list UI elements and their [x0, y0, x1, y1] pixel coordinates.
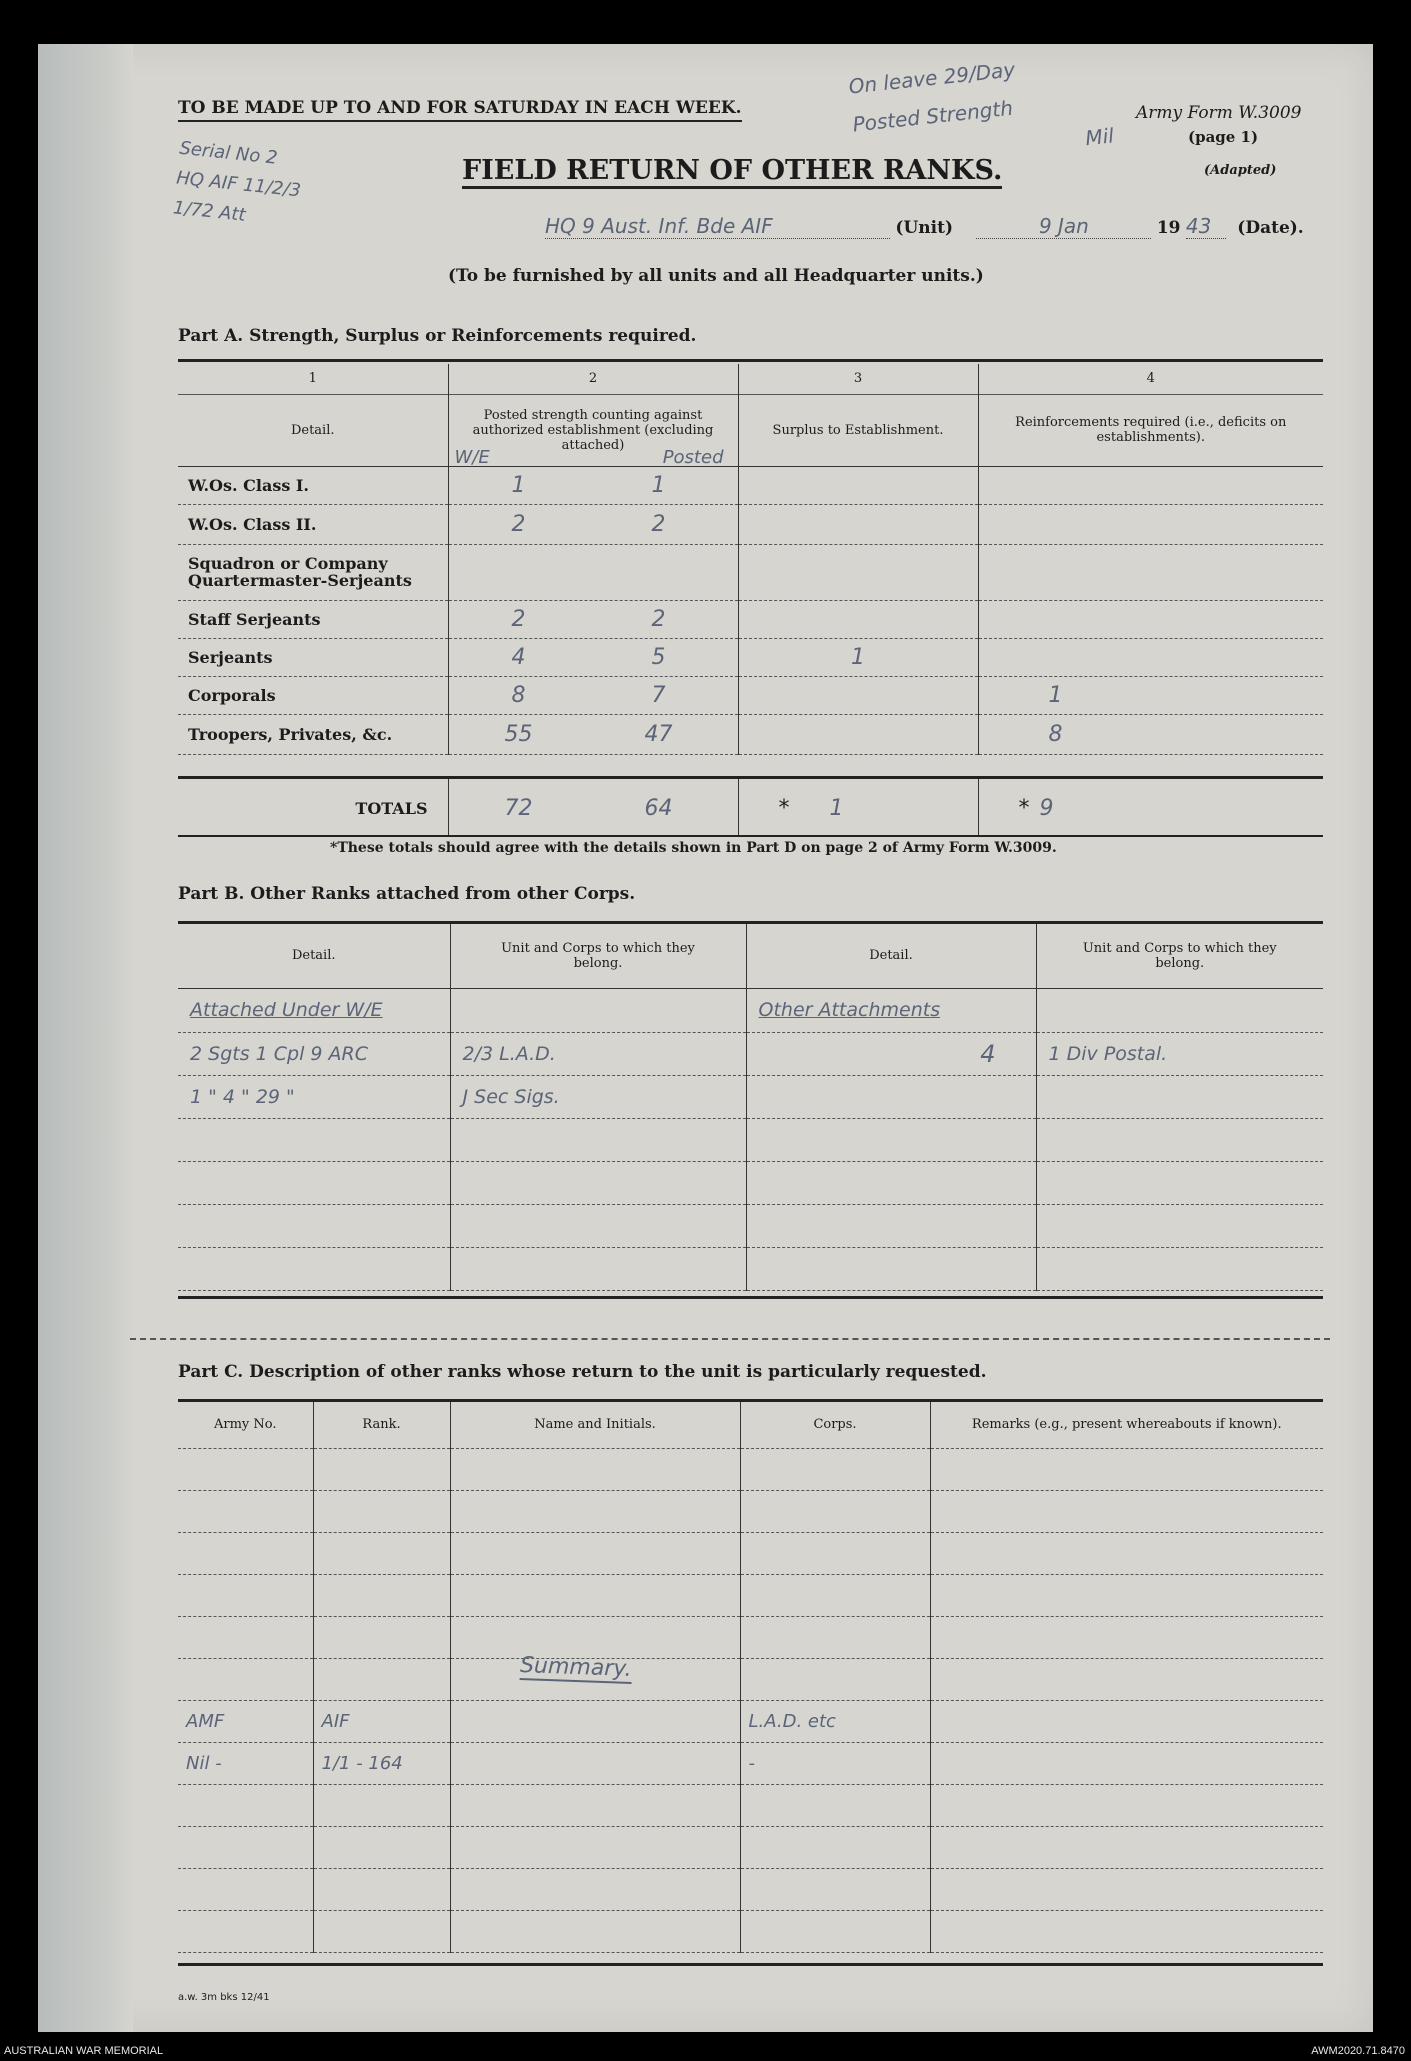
- part-c-row: [178, 1448, 1323, 1490]
- part-b-cell: [178, 1161, 450, 1204]
- part-b-cell: [450, 1247, 746, 1290]
- row-label: Staff Serjeants: [178, 600, 448, 638]
- row-ne-value: 2: [511, 511, 526, 537]
- part-b-cell: 2 Sgts 1 Cpl 9 ARC: [178, 1032, 450, 1075]
- part-c-cell: 1/1 - 164: [313, 1742, 450, 1784]
- row-posted-value: 5: [651, 644, 666, 670]
- row-label: Corporals: [178, 676, 448, 714]
- part-c-cell: [313, 1574, 450, 1616]
- part-c-cell: [930, 1616, 1323, 1658]
- totals-label: TOTALS: [178, 779, 448, 837]
- part-c-row: [178, 1532, 1323, 1574]
- row-label: W.Os. Class II.: [178, 504, 448, 544]
- part-b-cell: Attached Under W/E: [178, 988, 450, 1032]
- part-b-table-wrap: [178, 924, 1323, 1291]
- part-a-row: [178, 600, 1323, 638]
- col-header-detail: Detail.: [178, 394, 448, 466]
- part-c-cell: [178, 1490, 313, 1532]
- part-c-cell: AMF: [178, 1700, 313, 1742]
- row-surplus: [738, 676, 978, 714]
- part-c-cell: [930, 1574, 1323, 1616]
- part-b-bottom-rule: [178, 1296, 1323, 1299]
- subtitle: (To be furnished by all units and all Headquarter units.): [448, 266, 984, 286]
- part-c-cell: -: [740, 1742, 930, 1784]
- part-b-row: [178, 1247, 1323, 1290]
- part-c-cell: [450, 1532, 740, 1574]
- part-b-cell: [1036, 1161, 1323, 1204]
- part-c-cell: [930, 1448, 1323, 1490]
- part-c-row: [178, 1658, 1323, 1700]
- part-c-heading: Part C. Description of other ranks whose return to the unit is particularly requested.: [178, 1362, 987, 1382]
- part-c-cell: [178, 1448, 313, 1490]
- unit-value: HQ 9 Aust. Inf. Bde AIF: [545, 214, 890, 239]
- row-surplus: [738, 466, 978, 504]
- part-b-row: [178, 1075, 1323, 1118]
- sub-posted: Posted: [662, 446, 724, 468]
- part-a-top-rule: [178, 359, 1323, 362]
- part-c-cell: [313, 1616, 450, 1658]
- part-c-bottom-rule: [178, 1963, 1323, 1966]
- part-b-cell: [1036, 1118, 1323, 1161]
- part-c-cell: [450, 1868, 740, 1910]
- part-c-cell: [178, 1616, 313, 1658]
- part-c-cell: [450, 1826, 740, 1868]
- part-c-cell: [930, 1826, 1323, 1868]
- part-c-cell: [930, 1490, 1323, 1532]
- part-c-cell: [450, 1910, 740, 1952]
- col-number: 2: [448, 364, 738, 394]
- form-number: Army Form W.3009: [1136, 103, 1302, 123]
- part-c-cell: [450, 1490, 740, 1532]
- part-c-cell: [313, 1532, 450, 1574]
- part-c-row: [178, 1616, 1323, 1658]
- part-b-heading: Part B. Other Ranks attached from other Corps.: [178, 884, 636, 904]
- part-c-cell: [178, 1784, 313, 1826]
- perforation-line: [130, 1338, 1330, 1340]
- row-posted-value: 2: [651, 511, 666, 537]
- part-c-cell: [178, 1658, 313, 1700]
- row-posted: [448, 638, 738, 676]
- row-reinf: [978, 600, 1323, 638]
- part-c-row: [178, 1490, 1323, 1532]
- row-ne-value: 8: [511, 682, 526, 708]
- part-a-heading: Part A. Strength, Surplus or Reinforcements required.: [178, 326, 697, 346]
- part-c-cell: [740, 1490, 930, 1532]
- part-c-cell: [930, 1868, 1323, 1910]
- form-title: FIELD RETURN OF OTHER RANKS.: [462, 155, 1002, 189]
- part-b-cell: [178, 1118, 450, 1161]
- part-b-cell: [1036, 1204, 1323, 1247]
- footer-credit: AUSTRALIAN WAR MEMORIAL: [4, 2045, 164, 2057]
- row-surplus: [738, 544, 978, 600]
- row-posted: [448, 544, 738, 600]
- part-c-cell: [178, 1574, 313, 1616]
- part-b-cell: [1036, 988, 1323, 1032]
- row-label: Serjeants: [178, 638, 448, 676]
- row-posted: [448, 676, 738, 714]
- part-c-table-wrap: [178, 1402, 1323, 1953]
- part-c-row: [178, 1868, 1323, 1910]
- col-header-detail: Detail.: [178, 924, 450, 988]
- part-c-cell: [740, 1658, 930, 1700]
- part-b-row: [178, 1204, 1323, 1247]
- part-c-row: [178, 1742, 1323, 1784]
- part-b-cell: [1036, 1247, 1323, 1290]
- part-b-cell: 1 Div Postal.: [1036, 1032, 1323, 1075]
- part-c-cell: [313, 1658, 450, 1700]
- part-a-row: [178, 504, 1323, 544]
- part-b-cell: 2/3 L.A.D.: [450, 1032, 746, 1075]
- part-b-row: [178, 1032, 1323, 1075]
- part-a-row: [178, 466, 1323, 504]
- part-a-table-wrap: [178, 364, 1323, 755]
- adapted-label: (Adapted): [1204, 163, 1277, 178]
- row-reinf: [978, 504, 1323, 544]
- part-c-cell: [930, 1784, 1323, 1826]
- col-header-remarks: Remarks (e.g., present whereabouts if known).: [971, 1417, 1282, 1433]
- row-reinf: [978, 544, 1323, 600]
- part-c-cell: [930, 1658, 1323, 1700]
- part-b-cell: [450, 1118, 746, 1161]
- part-c-cell: [450, 1784, 740, 1826]
- part-c-cell: [740, 1868, 930, 1910]
- part-a-table: [178, 364, 1323, 755]
- row-surplus: [738, 600, 978, 638]
- year-prefix: 19: [1156, 218, 1181, 238]
- part-b-row: [178, 988, 1323, 1032]
- part-b-cell: [746, 1204, 1036, 1247]
- row-surplus: [738, 714, 978, 754]
- row-posted-value: 47: [644, 721, 673, 747]
- part-b-cell: [746, 1118, 1036, 1161]
- part-c-table: [178, 1402, 1323, 1953]
- part-c-cell: [313, 1826, 450, 1868]
- part-c-cell: [450, 1448, 740, 1490]
- unit-date-line: [545, 214, 1304, 239]
- part-c-cell: L.A.D. etc: [740, 1700, 930, 1742]
- part-b-cell: [1036, 1075, 1323, 1118]
- part-b-cell: Other Attachments: [746, 988, 1036, 1032]
- part-c-row: [178, 1574, 1323, 1616]
- part-c-cell: [930, 1742, 1323, 1784]
- row-ne-value: 1: [511, 472, 526, 498]
- part-a-footnote: *These totals should agree with the details shown in Part D on page 2 of Army Form W.3009.: [330, 840, 1057, 856]
- year-value: 43: [1186, 214, 1226, 239]
- col-header-unit-corps: Unit and Corps to which they belong.: [450, 924, 746, 988]
- row-label: W.Os. Class I.: [178, 466, 448, 504]
- part-c-cell: [740, 1616, 930, 1658]
- part-c-row: [178, 1700, 1323, 1742]
- totals-surplus: * 1: [738, 779, 978, 837]
- col-header-rank: Rank.: [313, 1402, 450, 1448]
- row-label: Troopers, Privates, &c.: [178, 714, 448, 754]
- part-c-cell: [313, 1910, 450, 1952]
- part-b-cell: [746, 1161, 1036, 1204]
- row-posted: [448, 600, 738, 638]
- row-reinf: 8: [978, 714, 1323, 754]
- part-c-cell: [178, 1532, 313, 1574]
- handwritten-serial: Serial No 2 HQ AIF 11/2/3 1/72 Att: [172, 137, 302, 226]
- part-c-cell: [313, 1490, 450, 1532]
- part-c-cell: AIF: [313, 1700, 450, 1742]
- part-b-cell: J Sec Sigs.: [450, 1075, 746, 1118]
- col-header-detail: Detail.: [746, 924, 1036, 988]
- part-c-cell: [740, 1784, 930, 1826]
- date-label: (Date).: [1237, 218, 1304, 238]
- part-b-row: [178, 1118, 1323, 1161]
- part-b-row: [178, 1161, 1323, 1204]
- col-header-posted: Posted strength counting against authorized establishment (excluding attached) W/E Posted: [448, 394, 738, 466]
- row-posted-value: 1: [651, 472, 666, 498]
- row-reinf: [978, 466, 1323, 504]
- part-c-cell: [313, 1868, 450, 1910]
- part-c-row: [178, 1826, 1323, 1868]
- part-b-cell: [450, 1161, 746, 1204]
- col-header-army-no: Army No.: [178, 1402, 313, 1448]
- row-posted: [448, 714, 738, 754]
- date-value: 9 Jan: [976, 214, 1151, 239]
- row-posted: [448, 466, 738, 504]
- part-b-cell: 1 " 4 " 29 ": [178, 1075, 450, 1118]
- part-c-cell: [178, 1826, 313, 1868]
- footer-bar: [0, 2038, 1411, 2061]
- part-c-cell: [178, 1868, 313, 1910]
- part-b-cell: [746, 1247, 1036, 1290]
- sub-ne: W/E: [454, 446, 490, 468]
- row-reinf: 1: [978, 676, 1323, 714]
- part-b-table: [178, 924, 1323, 1291]
- page-label: (page 1): [1188, 128, 1259, 146]
- col-header-unit-corps: Unit and Corps to which they belong.: [1082, 940, 1277, 971]
- col-header-corps: Corps.: [740, 1402, 930, 1448]
- totals-reinf: * 9: [1018, 795, 1054, 821]
- part-c-cell: [740, 1910, 930, 1952]
- row-surplus: [738, 504, 978, 544]
- unit-label: (Unit): [895, 218, 953, 238]
- row-ne-value: 55: [504, 721, 533, 747]
- part-c-cell: [313, 1448, 450, 1490]
- row-reinf: [978, 638, 1323, 676]
- col-header-reinf: Reinforcements required (i.e., deficits on establishments).: [1015, 415, 1287, 445]
- part-c-cell: [450, 1742, 740, 1784]
- part-c-cell: [930, 1532, 1323, 1574]
- part-b-cell: [450, 1204, 746, 1247]
- row-posted: [448, 504, 738, 544]
- part-c-cell: [740, 1826, 930, 1868]
- part-b-cell: [178, 1204, 450, 1247]
- part-b-cell: [746, 1075, 1036, 1118]
- totals-posted: 72 64: [448, 779, 738, 837]
- part-c-cell: [930, 1910, 1323, 1952]
- part-b-cell: 4: [746, 1032, 1036, 1075]
- part-c-cell: [740, 1574, 930, 1616]
- row-label: Squadron or Company Quartermaster-Serjeants: [178, 544, 448, 600]
- col-header-surplus: Surplus to Establishment.: [738, 394, 978, 466]
- row-ne-value: 4: [511, 644, 526, 670]
- part-c-cell: [450, 1616, 740, 1658]
- page-edge-strip: [38, 44, 133, 2032]
- print-code: a.w. 3m bks 12/41: [178, 1992, 270, 2003]
- part-c-cell: [930, 1700, 1323, 1742]
- part-c-cell: [450, 1574, 740, 1616]
- col-header-name: Name and Initials.: [450, 1402, 740, 1448]
- part-c-cell: [740, 1448, 930, 1490]
- part-a-row: [178, 714, 1323, 754]
- part-c-cell: [313, 1784, 450, 1826]
- part-a-row: [178, 544, 1323, 600]
- part-b-cell: [178, 1247, 450, 1290]
- part-a-row: [178, 638, 1323, 676]
- row-posted-value: 7: [651, 682, 666, 708]
- part-a-bottom-rule: [178, 835, 1323, 837]
- handwritten-leave-note: On leave 29/Day Posted Strength Mil: [847, 57, 1115, 151]
- part-c-row: [178, 1784, 1323, 1826]
- footer-accession: AWM2020.71.8470: [1311, 2045, 1405, 2057]
- col-number: 3: [738, 364, 978, 394]
- part-c-row: [178, 1910, 1323, 1952]
- part-a-totals: [178, 779, 1323, 837]
- part-b-cell: [450, 988, 746, 1032]
- part-c-cell: Nil -: [178, 1742, 313, 1784]
- col-number: 1: [178, 364, 448, 394]
- summary-note: Summary.: [519, 1653, 633, 1682]
- instruction-line: TO BE MADE UP TO AND FOR SATURDAY IN EACH WEEK.: [178, 98, 742, 122]
- part-a-row: [178, 676, 1323, 714]
- col-number: 4: [1146, 371, 1155, 387]
- row-surplus: 1: [738, 638, 978, 676]
- row-ne-value: 2: [511, 606, 526, 632]
- row-posted-value: 2: [651, 606, 666, 632]
- part-c-cell: [178, 1910, 313, 1952]
- part-c-cell: [450, 1700, 740, 1742]
- part-c-cell: [740, 1532, 930, 1574]
